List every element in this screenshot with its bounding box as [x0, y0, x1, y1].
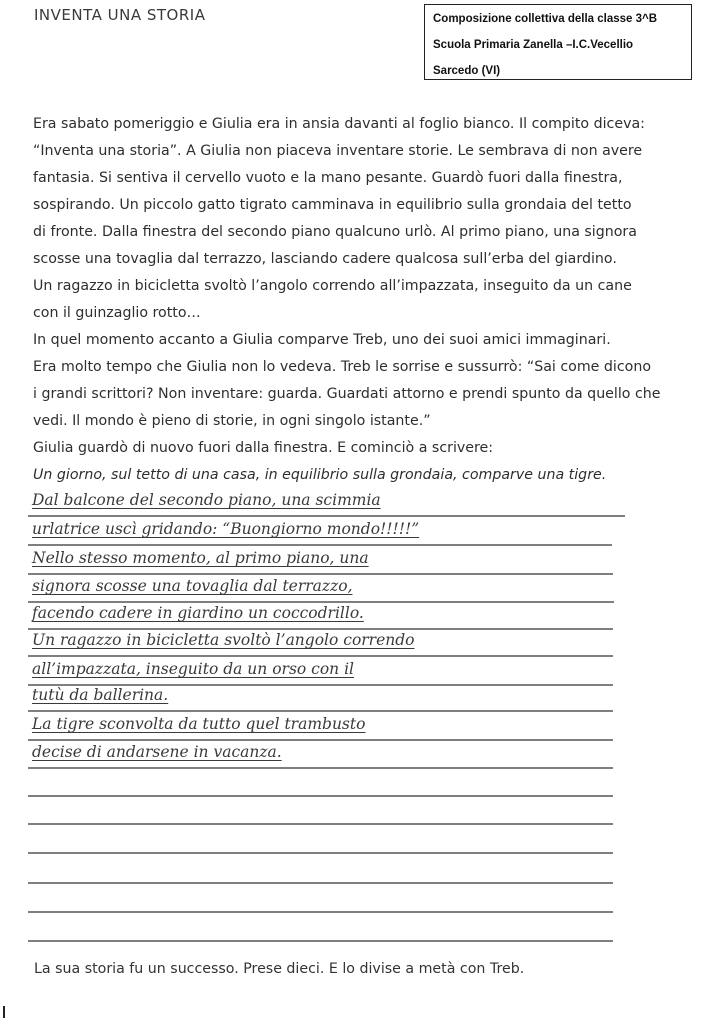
- story-line: di fronte. Dalla finestra del secondo piano qualcuno urlò. Al primo piano, una signora: [33, 224, 637, 240]
- handwritten-line: all’impazzata, inseguito da un orso con il: [32, 660, 354, 678]
- story-italic-line: Un giorno, sul tetto di una casa, in equilibrio sulla grondaia, comparve una tigre.: [33, 467, 607, 483]
- story-line: Era molto tempo che Giulia non lo vedeva. Treb le sorrise e sussurrò: “Sai come dicono: [33, 359, 652, 375]
- handwritten-line: urlatrice uscì gridando: “Buongiorno mondo!!!!!”: [32, 520, 420, 538]
- story-line: fantasia. Si sentiva il cervello vuoto e la mano pesante. Guardò fuori dalla finestra,: [33, 170, 623, 186]
- story-line: con il guinzaglio rotto…: [33, 305, 201, 321]
- story-line: scosse una tovaglia dal terrazzo, lasciando cadere qualcosa sull’erba del giardino.: [33, 251, 617, 267]
- story-line: Era sabato pomeriggio e Giulia era in ansia davanti al foglio bianco. Il compito diceva:: [33, 116, 645, 132]
- story-text: [33, 113, 661, 491]
- class-info-box: [424, 4, 692, 80]
- scan-edge-mark: [3, 1006, 5, 1018]
- info-line-class: Composizione collettiva della classe 3^B: [433, 13, 658, 25]
- handwritten-line: tutù da ballerina.: [32, 686, 169, 704]
- story-line: i grandi scrittori? Non inventare: guarda. Guardati attorno e prendi spunto da quello che: [33, 386, 661, 402]
- handwritten-line: La tigre sconvolta da tutto quel trambusto: [32, 715, 366, 733]
- handwritten-line: decise di andarsene in vacanza.: [32, 743, 282, 761]
- handwritten-line: signora scosse una tovaglia dal terrazzo,: [32, 577, 353, 595]
- closing-sentence: La sua storia fu un successo. Prese dieci. E lo divise a metà con Treb.: [34, 961, 525, 977]
- story-line: In quel momento accanto a Giulia comparve Treb, uno dei suoi amici immaginari.: [33, 332, 611, 348]
- story-line: “Inventa una storia”. A Giulia non piaceva inventare storie. Le sembrava di non avere: [33, 143, 643, 159]
- handwritten-line: facendo cadere in giardino un coccodrillo.: [32, 604, 364, 622]
- story-line: Giulia guardò di nuovo fuori dalla finestra. E cominciò a scrivere:: [33, 440, 494, 456]
- handwritten-line: Dal balcone del secondo piano, una scimmia: [32, 491, 381, 509]
- info-line-town: Sarcedo (VI): [433, 65, 501, 77]
- info-line-school: Scuola Primaria Zanella –I.C.Vecellio: [433, 39, 634, 51]
- handwritten-line: Nello stesso momento, al primo piano, una: [32, 549, 369, 567]
- story-line: sospirando. Un piccolo gatto tigrato camminava in equilibrio sulla grondaia del tetto: [33, 197, 632, 213]
- handwritten-line: Un ragazzo in bicicletta svoltò l’angolo correndo: [32, 631, 415, 649]
- story-line: Un ragazzo in bicicletta svoltò l’angolo correndo all’impazzata, inseguito da un cane: [33, 278, 632, 294]
- story-line: vedi. Il mondo è pieno di storie, in ogni singolo istante.”: [33, 413, 431, 429]
- page-title: INVENTA UNA STORIA: [34, 6, 206, 24]
